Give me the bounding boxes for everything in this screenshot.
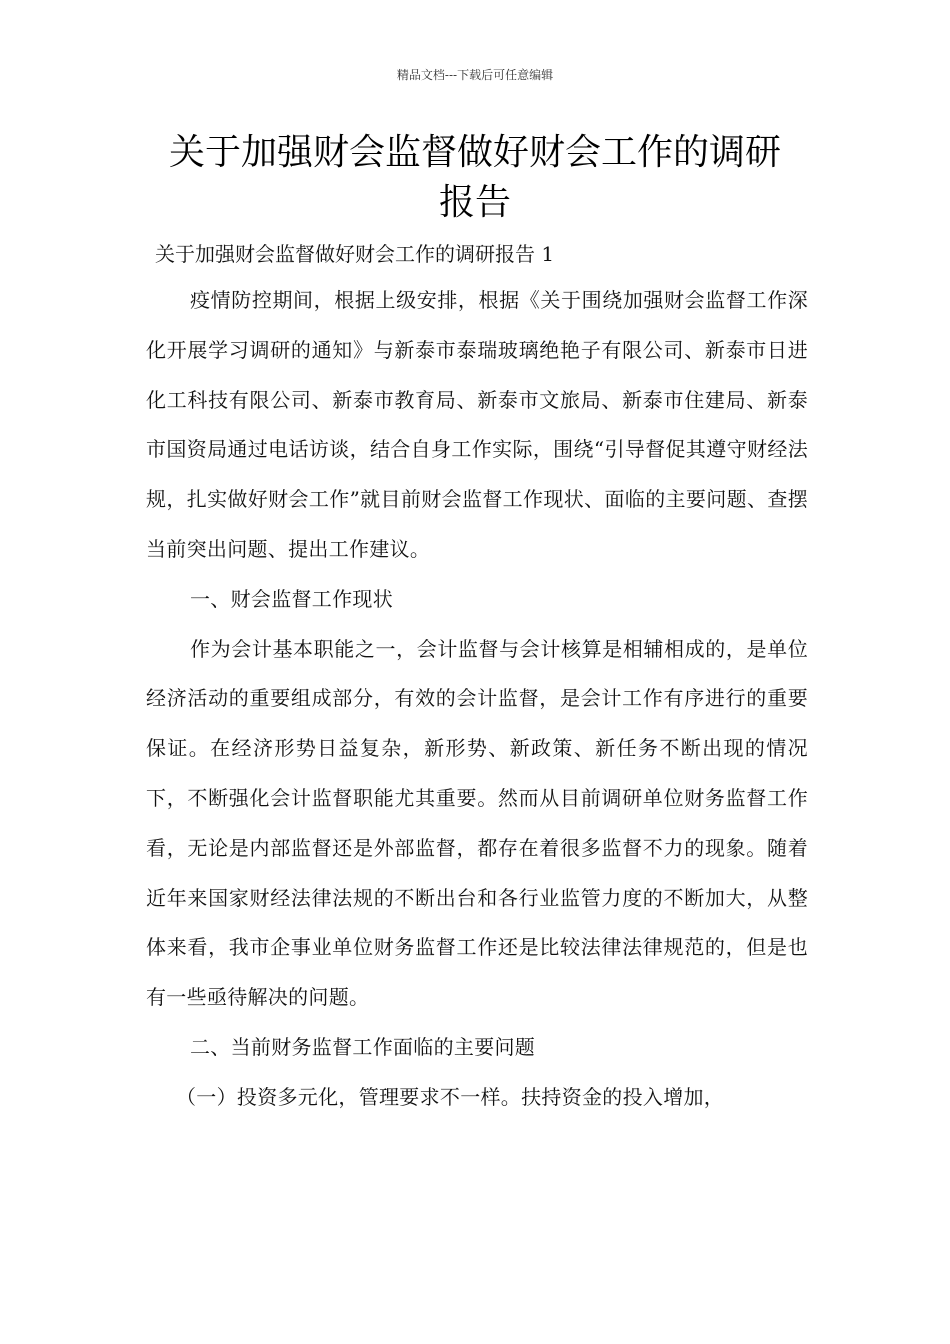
title-line-1: 关于加强财会监督做好财会工作的调研 <box>168 132 781 173</box>
section-2-item-1: （一）投资多元化，管理要求不一样。扶持资金的投入增加， <box>176 1084 725 1109</box>
section-2-heading: 二、当前财务监督工作面临的主要问题 <box>190 1034 536 1059</box>
header-note: 精品文档---下载后可任意编辑 <box>396 68 554 82</box>
title-line-2: 报告 <box>438 182 511 223</box>
document-subtitle: 关于加强财会监督做好财会工作的调研报告 1 <box>155 242 555 266</box>
intro-paragraph: 疫情防控期间，根据上级安排，根据《关于围绕加强财会监督工作深化开展学习调研的通知》与新泰市泰瑞玻璃绝艳子有限公司、新泰市日进化工科技有限公司、新泰市教育局、新泰市文旅局、新泰市住建局、新泰市国资局通过电话访谈，结合自身工作实际，围绕“引导督促其遵守财经法规，扎实做好财会工作”就目前财会监督工作现状、面临的主要问题、查摆当前突出问题、提出工作建议。 <box>146 288 808 561</box>
section-1-heading: 一、财会监督工作现状 <box>190 586 393 611</box>
section-1-paragraph: 作为会计基本职能之一，会计监督与会计核算是相辅相成的，是单位经济活动的重要组成部分，有效的会计监督，是会计工作有序进行的重要保证。在经济形势日益复杂，新形势、新政策、新任务不断出现的情况下，不断强化会计监督职能尤其重要。然而从目前调研单位财务监督工作看，无论是内部监督还是外部监督，都存在着很多监督不力的现象。随着近年来国家财经法律法规的不断出台和各行业监管力度的不断加大，从整体来看，我市企事业单位财务监督工作还是比较法律法律规范的，但是也有一些亟待解决的问题。 <box>146 636 808 1010</box>
document-body <box>146 276 808 1123</box>
document-title <box>140 128 810 228</box>
